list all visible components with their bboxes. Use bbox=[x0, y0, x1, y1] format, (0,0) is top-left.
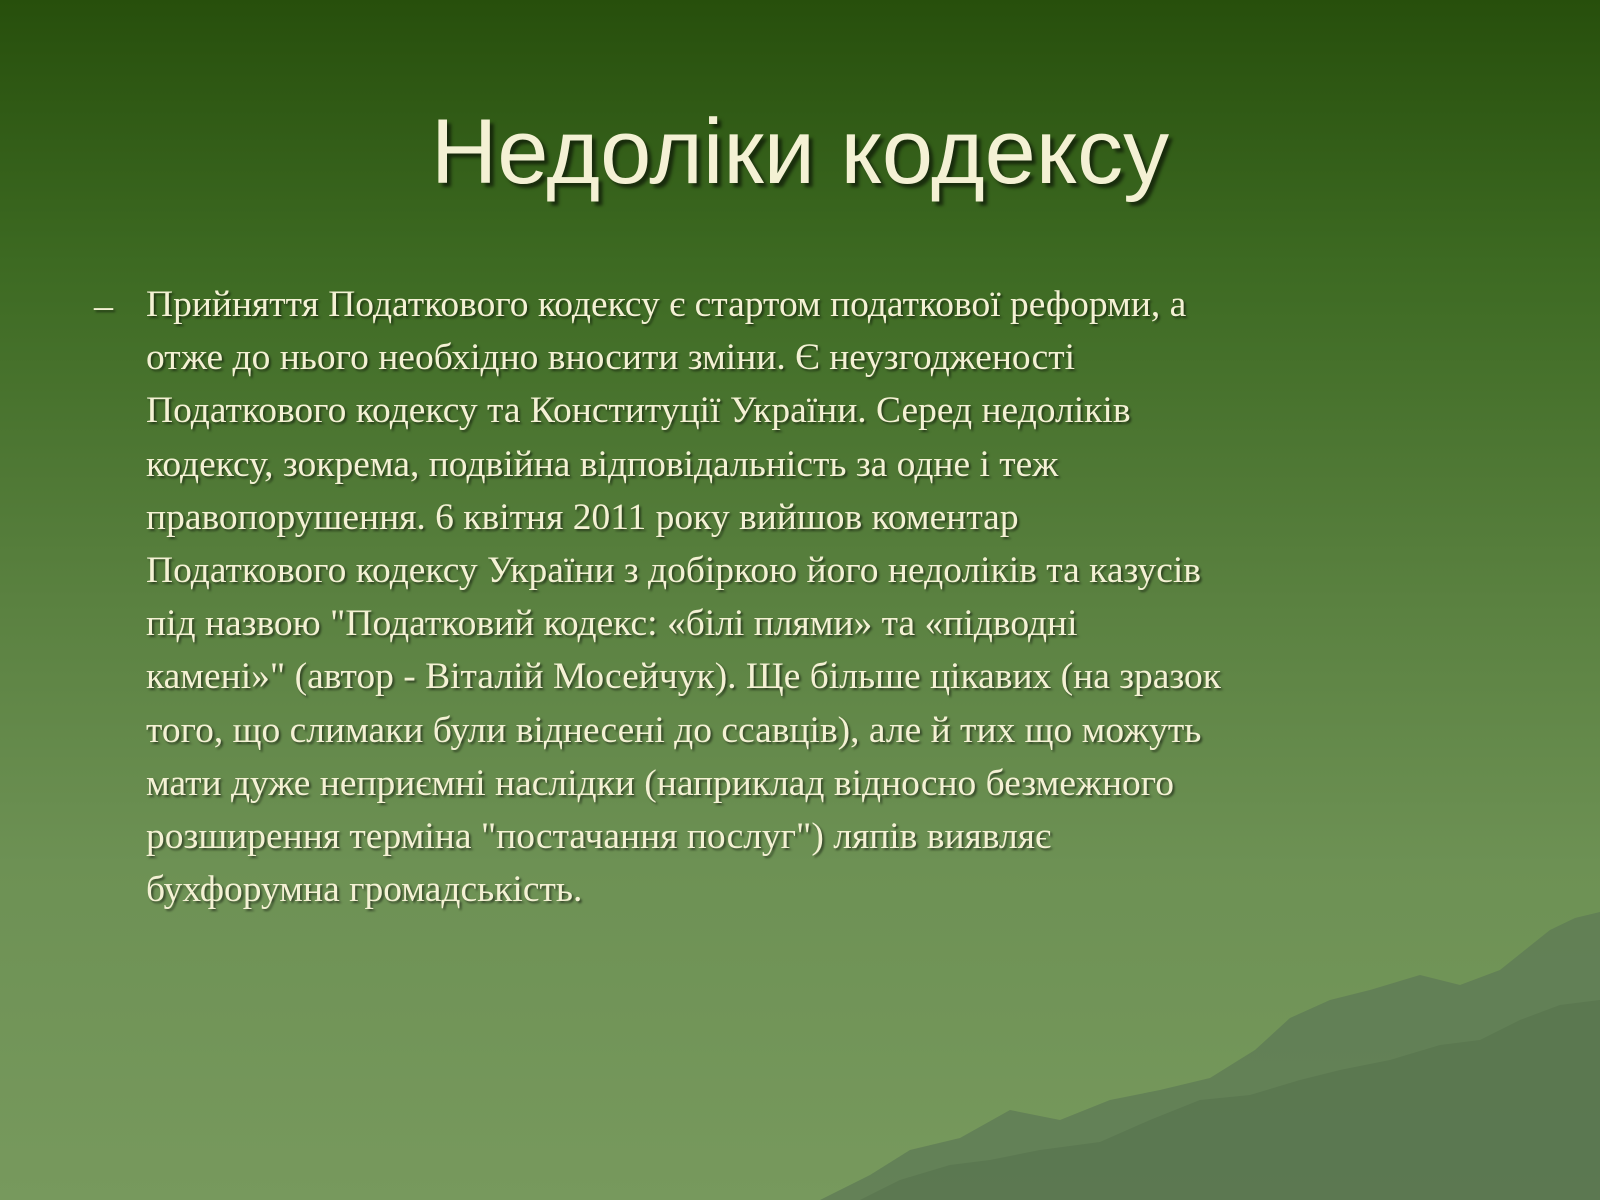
body-line: отже до нього необхідно вносити зміни. Є неузгодженості bbox=[146, 337, 1076, 379]
body-paragraph bbox=[146, 278, 1456, 916]
body-line: Податкового кодексу України з добіркою його недоліків та казусів bbox=[146, 550, 1202, 592]
body-line: Прийняття Податкового кодексу є стартом податкової реформи, а bbox=[146, 284, 1187, 325]
bullet-marker: – bbox=[94, 285, 113, 327]
body-line: Податкового кодексу та Конституції України. Серед недоліків bbox=[146, 390, 1131, 432]
body-line: кодексу, зокрема, подвійна відповідальність за одне і теж bbox=[146, 443, 1059, 485]
body-line: мати дуже неприємні наслідки (наприклад відносно безмежного bbox=[146, 762, 1174, 804]
body-line: того, що слимаки були віднесені до ссавців), але й тих що можуть bbox=[146, 709, 1202, 751]
body-line: бухфорумна громадськість. bbox=[146, 869, 583, 911]
body-line: камені»" (автор - Віталій Мосейчук). Ще більше цікавих (на зразок bbox=[146, 656, 1222, 698]
body-line: правопорушення. 6 квітня 2011 року вийшов коментар bbox=[146, 496, 1019, 538]
body-line: розширення терміна "постачання послуг") ляпів виявляє bbox=[146, 816, 1052, 858]
body-line: під назвою "Податковий кодекс: «білі плями» та «підводні bbox=[146, 603, 1078, 645]
slide-title: Недоліки кодексу bbox=[430, 101, 1170, 203]
